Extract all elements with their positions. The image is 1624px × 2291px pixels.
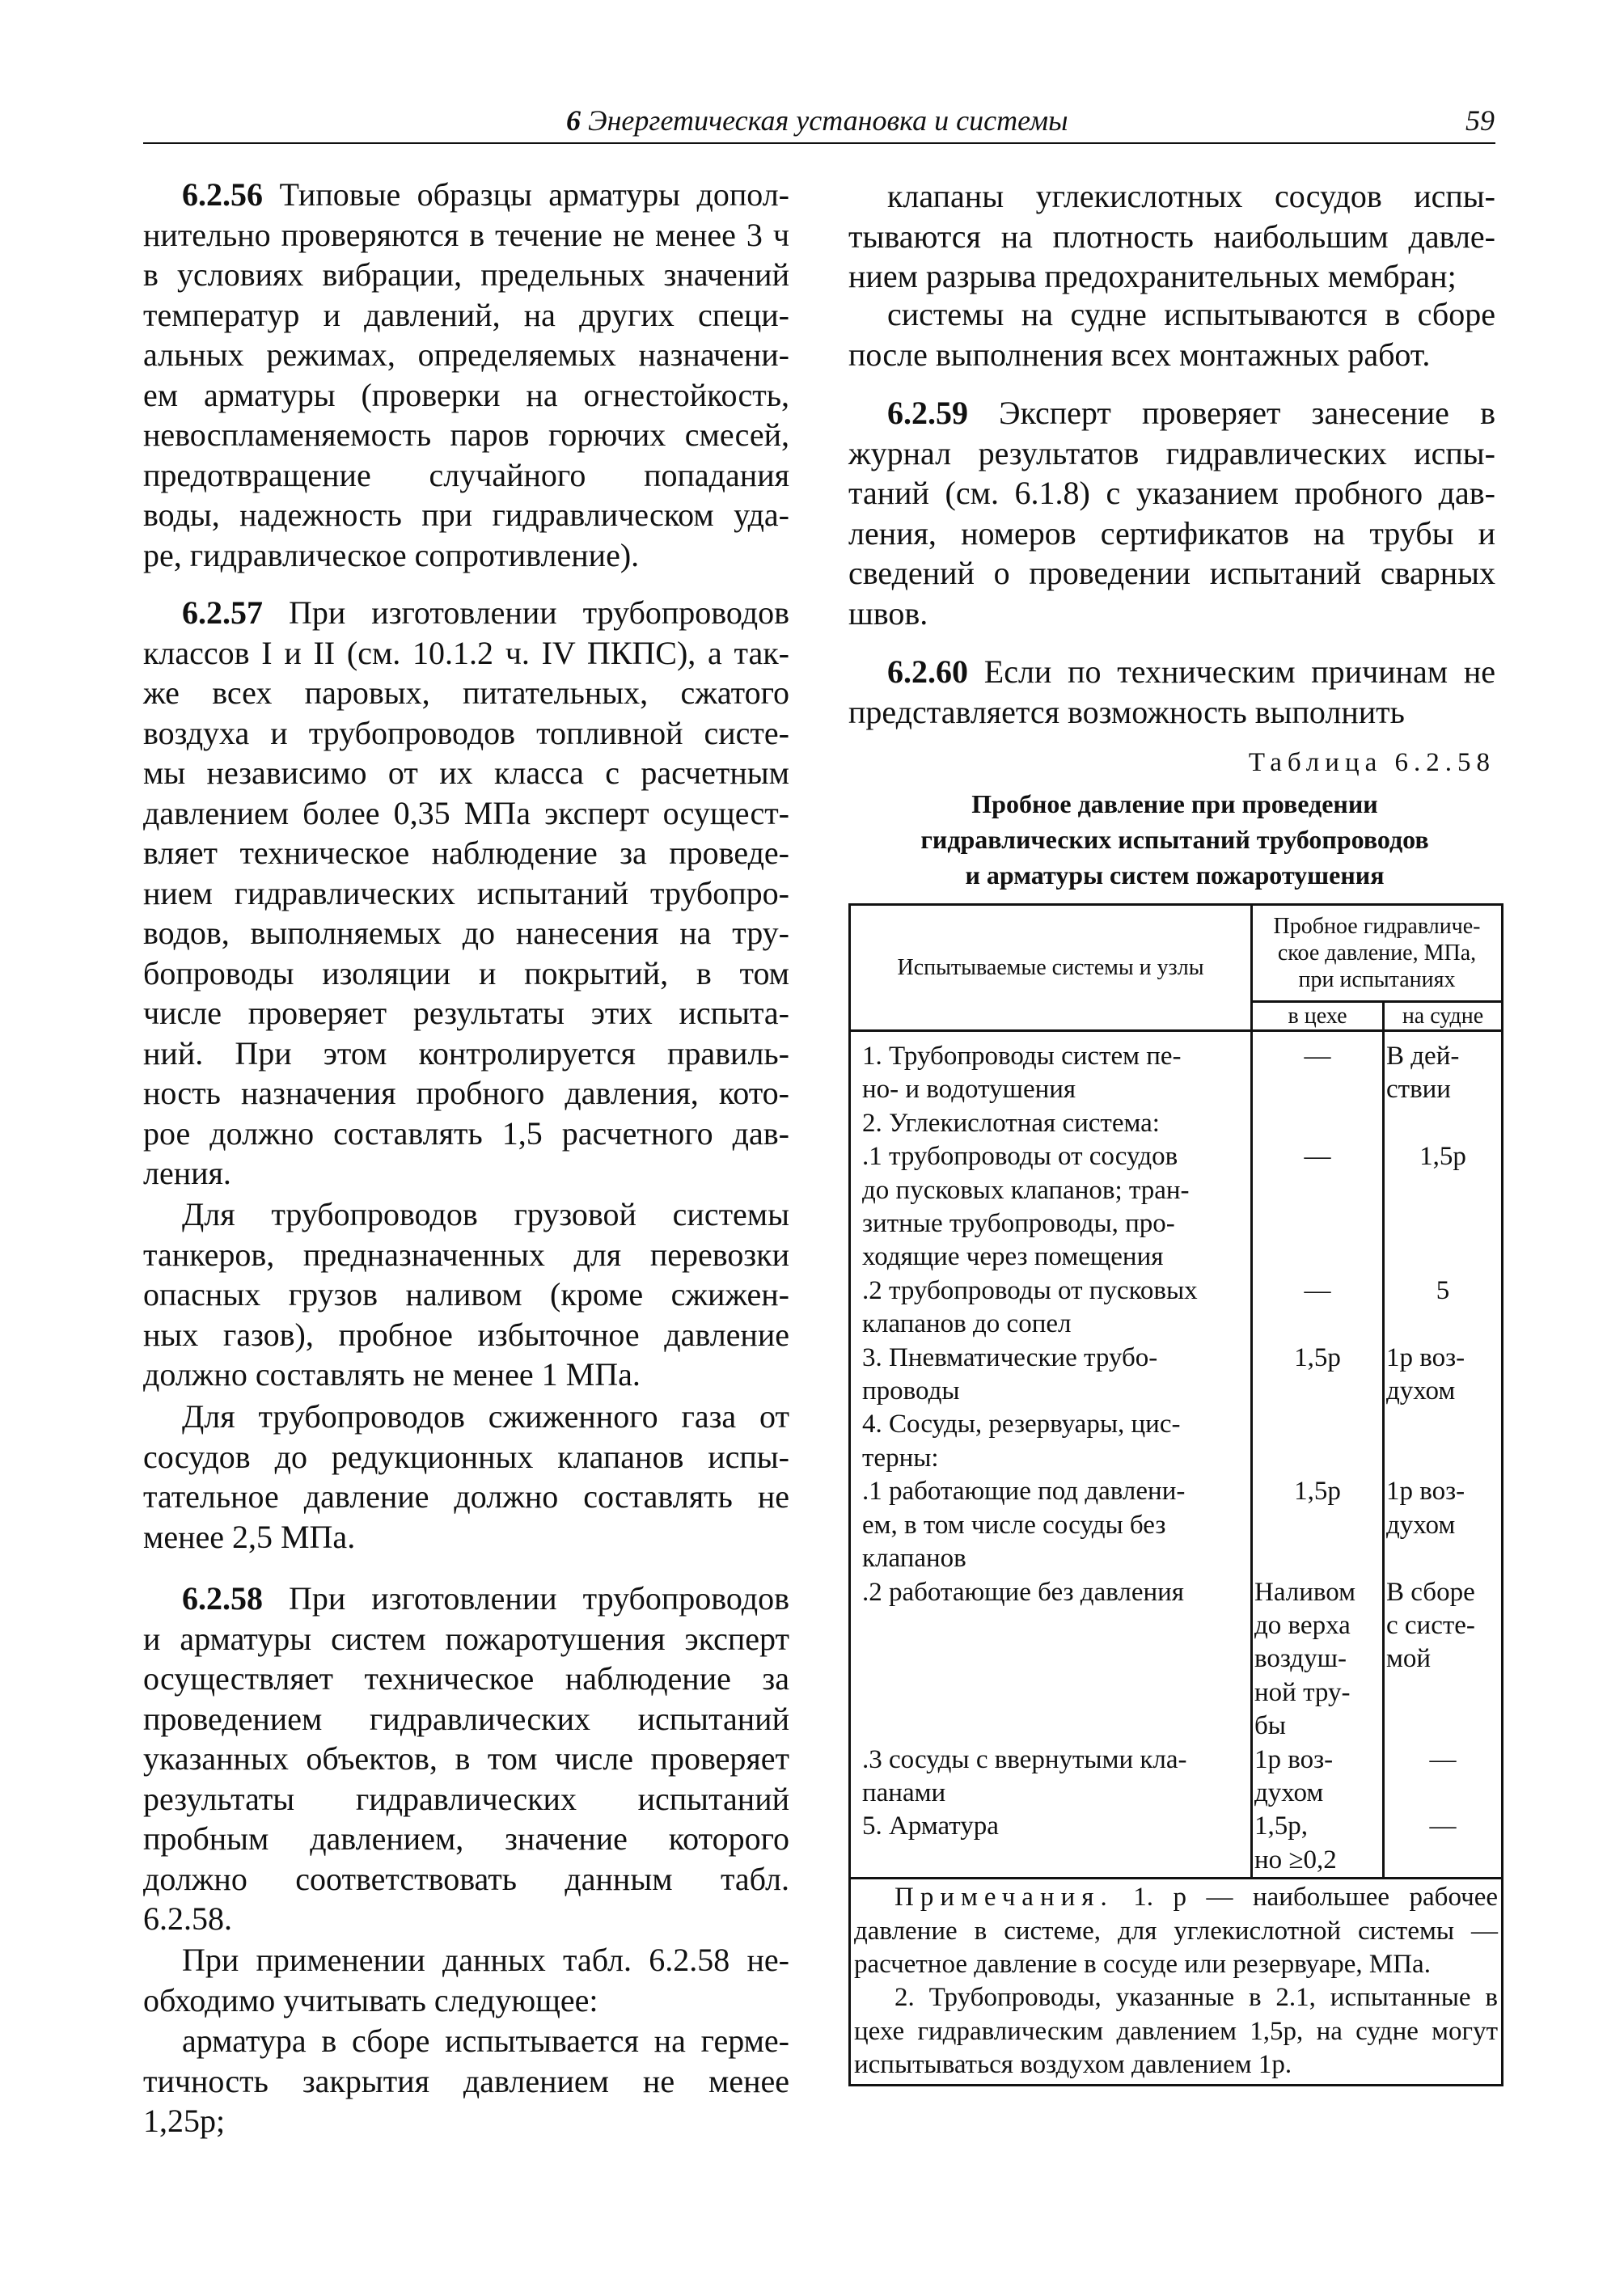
section-6-2-60 bbox=[848, 652, 1495, 732]
cell-workshop: — bbox=[1252, 1140, 1384, 1274]
text-line: воздуха и трубопроводов топливной систе- bbox=[143, 714, 789, 751]
text-line: танкеров, предназначенных для перевозки bbox=[143, 1236, 789, 1273]
text-line-wrap bbox=[143, 1517, 789, 1558]
cell-onboard bbox=[1384, 1107, 1503, 1140]
text-line: бопроводы изоляции и покрытий, в том bbox=[143, 954, 789, 991]
table-row bbox=[850, 1140, 1503, 1274]
text-line-wrap bbox=[143, 1315, 789, 1355]
running-header bbox=[566, 104, 1068, 137]
text-line: Для трубопроводов грузовой системы bbox=[182, 1196, 789, 1232]
text-line-wrap bbox=[143, 1819, 789, 1859]
cell-onboard bbox=[1384, 1408, 1503, 1475]
text-line: воды, надежность при гидравлическом уда- bbox=[143, 497, 789, 533]
text-line-wrap bbox=[848, 652, 1495, 692]
text-line-wrap bbox=[143, 455, 789, 496]
text-line-wrap bbox=[143, 993, 789, 1033]
text-line-wrap bbox=[143, 753, 789, 793]
text-line-wrap bbox=[143, 793, 789, 834]
cell-workshop: 1,5p bbox=[1252, 1475, 1384, 1575]
text-line: тичность закрытия давлением не менее bbox=[143, 2062, 789, 2099]
text-line: вляет техническое наблюдение за проведе- bbox=[143, 835, 789, 871]
text-line: указанных объектов, в том числе проверяет bbox=[143, 1740, 789, 1777]
table-title-line: гидравлических испытаний трубопроводов bbox=[920, 825, 1429, 854]
paragraph bbox=[848, 176, 1495, 297]
paragraph bbox=[143, 1397, 789, 1557]
section-6-2-56 bbox=[143, 175, 789, 575]
text-line: нием разрыва предохранительных мембран; bbox=[848, 258, 1457, 294]
text-line: менее 2,5 МПа. bbox=[143, 1518, 356, 1555]
note bbox=[854, 1881, 1498, 1981]
text-line: таний (см. 6.1.8) с указанием пробного дав- bbox=[848, 475, 1495, 511]
text-line: При изготовлении трубопроводов bbox=[289, 1580, 789, 1617]
text-line: осуществляет техническое наблюдение за bbox=[143, 1660, 789, 1697]
text-line: представляется возможность выполнить bbox=[848, 693, 1405, 730]
text-line: ных газов), пробное избыточное давление bbox=[143, 1316, 789, 1353]
text-line: ления. bbox=[143, 1155, 231, 1191]
text-line-wrap bbox=[143, 833, 789, 873]
table-row bbox=[850, 1031, 1503, 1107]
text-line-wrap bbox=[143, 1235, 789, 1275]
cell-system: .3 сосуды с ввернутыми кла- панами bbox=[850, 1744, 1252, 1811]
cell-workshop bbox=[1252, 1408, 1384, 1475]
text-line-wrap bbox=[143, 1739, 789, 1779]
table-row bbox=[850, 1408, 1503, 1475]
text-line-wrap bbox=[143, 295, 789, 336]
paragraph bbox=[143, 1194, 789, 1395]
table-row bbox=[850, 1274, 1503, 1342]
text-line: 1,25p; bbox=[143, 2103, 226, 2139]
text-line: и арматуры систем пожаротушения эксперт bbox=[143, 1620, 789, 1657]
text-line-wrap bbox=[143, 913, 789, 953]
text-line: Типовые образцы арматуры допол- bbox=[279, 176, 789, 213]
section-number: 6.2.57 bbox=[182, 594, 263, 631]
text-line-wrap bbox=[143, 415, 789, 455]
section-number: 6.2.60 bbox=[887, 653, 968, 690]
text-line-wrap bbox=[143, 673, 789, 713]
table-row bbox=[850, 1342, 1503, 1409]
text-line: в условиях вибрации, предельных значений bbox=[143, 256, 789, 293]
paragraph bbox=[143, 1940, 789, 2020]
text-line: должно соответствовать данным табл. bbox=[143, 1860, 789, 1897]
text-line-wrap bbox=[848, 176, 1495, 217]
section-number: 6.2.56 bbox=[182, 176, 263, 213]
cell-onboard: В сборе с систе- мой bbox=[1384, 1576, 1503, 1744]
text-line: должно составлять не менее 1 МПа. bbox=[143, 1356, 641, 1393]
text-line: ность назначения пробного давления, кото- bbox=[143, 1075, 789, 1111]
text-line-wrap bbox=[143, 1033, 789, 1074]
text-line: пробным давлением, значение которого bbox=[143, 1820, 789, 1857]
text-line: арматура в сборе испытывается на герме- bbox=[182, 2023, 789, 2059]
text-line-wrap bbox=[848, 594, 1495, 634]
cell-onboard: 1p воз- духом bbox=[1384, 1475, 1503, 1575]
table-row bbox=[850, 1810, 1503, 1878]
text-line-wrap bbox=[143, 1940, 789, 1980]
text-line: Для трубопроводов сжиженного газа от bbox=[182, 1398, 789, 1435]
text-line: давлением более 0,35 МПа эксперт осущест- bbox=[143, 794, 789, 831]
text-line-wrap bbox=[143, 953, 789, 994]
cell-onboard: 1,5p bbox=[1384, 1140, 1503, 1274]
cell-onboard: — bbox=[1384, 1810, 1503, 1878]
text-line: ний. При этом контролируется правиль- bbox=[143, 1034, 789, 1072]
text-line: нием гидравлических испытаний трубопро- bbox=[143, 874, 789, 911]
text-line: ем арматуры (проверки на огнестойкость, bbox=[143, 376, 789, 413]
text-line: опасных грузов наливом (кроме сжижен- bbox=[143, 1276, 789, 1312]
text-line: сведений о проведении испытаний сварных bbox=[848, 555, 1495, 591]
text-line: классов I и II (см. 10.1.2 ч. IV ПКПС), а так- bbox=[143, 634, 789, 671]
text-line: швов. bbox=[848, 594, 928, 632]
text-line-wrap bbox=[848, 433, 1495, 474]
text-line-wrap bbox=[143, 495, 789, 535]
table-row bbox=[850, 1475, 1503, 1575]
text-line: невоспламеняемость паров горючих смесей, bbox=[143, 416, 789, 453]
text-line-wrap bbox=[143, 2061, 789, 2102]
text-line-wrap bbox=[848, 217, 1495, 257]
page-number: 59 bbox=[1465, 104, 1495, 137]
text-line: результаты гидравлических испытаний bbox=[143, 1780, 789, 1817]
section-number: 6.2.59 bbox=[887, 395, 968, 431]
text-line: числе проверяет результаты этих испыта- bbox=[143, 995, 789, 1031]
table-row bbox=[850, 1576, 1503, 1744]
text-line: же всех паровых, питательных, сжатого bbox=[143, 674, 789, 711]
text-line-wrap bbox=[143, 713, 789, 754]
text-line: нительно проверяются в течение не менее 3 ч bbox=[143, 216, 789, 253]
cell-onboard: В дей- ствии bbox=[1384, 1031, 1503, 1107]
table-title-line: Пробное давление при проведении bbox=[971, 789, 1378, 818]
column-header-pressure: Пробное гидравличе- ское давление, МПа, при испытаниях bbox=[1252, 905, 1503, 1002]
text-line: журнал результатов гидравлических испы- bbox=[848, 434, 1495, 471]
text-line-wrap bbox=[848, 553, 1495, 594]
text-line-wrap bbox=[143, 1859, 789, 1900]
cell-system: 1. Трубопроводы систем пе- но- и водотушения bbox=[850, 1031, 1252, 1107]
text-line: ре, гидравлическое сопротивление). bbox=[143, 536, 640, 573]
text-line-wrap bbox=[848, 256, 1495, 297]
text-line: ления, номеров сертификатов на трубы и bbox=[848, 514, 1495, 552]
cell-system: .2 работающие без давления bbox=[850, 1576, 1252, 1744]
cell-system: 2. Углекислотная система: bbox=[850, 1107, 1252, 1140]
text-line-wrap bbox=[143, 1779, 789, 1820]
column-header-systems: Испытываемые системы и узлы bbox=[850, 905, 1252, 1031]
notes-label: Примечания. bbox=[894, 1883, 1114, 1913]
section-number: 6.2.58 bbox=[182, 1580, 263, 1617]
text-line: обходимо учитывать следующее: bbox=[143, 1981, 598, 2018]
text-line-wrap bbox=[848, 514, 1495, 554]
text-line: тательное давление должно составлять не bbox=[143, 1478, 789, 1515]
cell-system: .2 трубопроводы от пусковых клапанов до сопел bbox=[850, 1274, 1252, 1342]
text-line-wrap bbox=[848, 335, 1495, 375]
paragraph bbox=[143, 2021, 789, 2141]
text-line: температур и давлений, на других специ- bbox=[143, 296, 789, 333]
text-line-wrap bbox=[143, 215, 789, 256]
text-line-wrap bbox=[143, 335, 789, 375]
text-line: Если по техническим причинам не bbox=[983, 653, 1496, 690]
text-line: после выполнения всех монтажных работ. bbox=[848, 336, 1431, 373]
text-line-wrap bbox=[143, 873, 789, 914]
table-title-line: и арматуры систем пожаротушения bbox=[965, 860, 1385, 890]
text-line: 6.2.58. bbox=[143, 1900, 232, 1937]
text-line-wrap bbox=[143, 1980, 789, 2021]
text-line: проведением гидравлических испытаний bbox=[143, 1700, 789, 1737]
text-line: Эксперт проверяет занесение в bbox=[999, 395, 1495, 431]
cell-workshop: — bbox=[1252, 1274, 1384, 1342]
text-line-wrap bbox=[143, 1397, 789, 1437]
cell-onboard: 1p воз- духом bbox=[1384, 1342, 1503, 1409]
text-line-wrap bbox=[143, 1699, 789, 1739]
paragraph bbox=[848, 294, 1495, 374]
text-line-wrap bbox=[848, 294, 1495, 335]
text-line: мы независимо от их класса с расчетным bbox=[143, 755, 789, 791]
text-line-wrap bbox=[143, 1114, 789, 1154]
cell-workshop: 1,5p bbox=[1252, 1342, 1384, 1409]
text-line-wrap bbox=[143, 1153, 789, 1194]
text-line-wrap bbox=[143, 1437, 789, 1477]
text-line-wrap bbox=[143, 175, 789, 215]
text-line: При изготовлении трубопроводов bbox=[289, 594, 789, 631]
chapter-number: 6 bbox=[566, 104, 581, 137]
text-line-wrap bbox=[143, 2101, 789, 2141]
cell-workshop bbox=[1252, 1107, 1384, 1140]
text-line: альных режимах, определяемых назначени- bbox=[143, 336, 789, 373]
note-text: 2. Трубопроводы, указанные в 2.1, испытанные в цехе гидравлическим давлением 1,5p, на судне могут испытываться воздухом давлением 1p. bbox=[854, 1983, 1499, 2080]
text-line-wrap bbox=[143, 1899, 789, 1939]
chapter-title: Энергетическая установка и системы bbox=[588, 104, 1068, 137]
cell-workshop: 1p воз- духом bbox=[1252, 1744, 1384, 1811]
cell-system: 3. Пневматические трубо- проводы bbox=[850, 1342, 1252, 1409]
header-rule bbox=[143, 142, 1495, 144]
text-line: системы на судне испытываются в сборе bbox=[887, 296, 1495, 332]
text-line-wrap bbox=[143, 2021, 789, 2061]
table-notes bbox=[850, 1879, 1503, 2085]
text-line: водов, выполняемых до нанесения на тру- bbox=[143, 915, 789, 951]
cell-onboard: — bbox=[1384, 1744, 1503, 1811]
notes-cell bbox=[850, 1879, 1503, 2085]
cell-system: 5. Арматура bbox=[850, 1810, 1252, 1878]
text-line: рое должно составлять 1,5 расчетного дав- bbox=[143, 1114, 789, 1152]
cell-workshop: Наливом до верха воздуш- ной тру- бы bbox=[1252, 1576, 1384, 1744]
text-line-wrap bbox=[143, 1194, 789, 1235]
text-line: сосудов до редукционных клапанов испы- bbox=[143, 1438, 789, 1475]
text-line-wrap bbox=[143, 1619, 789, 1659]
text-line: тываются на плотность наибольшим давле- bbox=[848, 218, 1495, 255]
column-header-workshop: в цехе bbox=[1252, 1002, 1384, 1031]
cell-workshop: — bbox=[1252, 1031, 1384, 1107]
text-line-wrap bbox=[143, 593, 789, 633]
text-line-wrap bbox=[143, 1659, 789, 1699]
pressure-table bbox=[848, 903, 1503, 2086]
text-line-wrap bbox=[143, 1579, 789, 1619]
text-line-wrap bbox=[143, 535, 789, 576]
text-line: При применении данных табл. 6.2.58 не- bbox=[182, 1942, 789, 1978]
note bbox=[854, 1981, 1498, 2082]
cell-system: 4. Сосуды, резервуары, цис- терны: bbox=[850, 1408, 1252, 1475]
cell-onboard: 5 bbox=[1384, 1274, 1503, 1342]
text-line: предотвращение случайного попадания bbox=[143, 456, 789, 493]
text-line-wrap bbox=[143, 1073, 789, 1114]
table-row bbox=[850, 1744, 1503, 1811]
text-line-wrap bbox=[143, 633, 789, 674]
section-6-2-57 bbox=[143, 593, 789, 1194]
text-line-wrap bbox=[848, 692, 1495, 733]
text-line-wrap bbox=[143, 1274, 789, 1315]
cell-system: .1 трубопроводы от сосудов до пусковых клапанов; тран- зитные трубопроводы, про- ходящие через помещения bbox=[850, 1140, 1252, 1274]
section-6-2-59 bbox=[848, 393, 1495, 633]
text-line-wrap bbox=[143, 255, 789, 295]
note-text: 1. p — наибольшее рабочее давление в системе, для углекислотной системы — расчетное давление в сосуде или резервуаре, МПа. bbox=[854, 1883, 1499, 1979]
text-line-wrap bbox=[848, 393, 1495, 433]
table-caption: Таблица 6.2.58 bbox=[1248, 748, 1495, 777]
text-line-wrap bbox=[143, 1355, 789, 1395]
column-header-onboard: на судне bbox=[1384, 1002, 1503, 1031]
text-line-wrap bbox=[848, 473, 1495, 514]
cell-workshop: 1,5p, но ≥0,2 bbox=[1252, 1810, 1384, 1878]
text-line: клапаны углекислотных сосудов испы- bbox=[887, 178, 1495, 214]
section-6-2-58 bbox=[143, 1579, 789, 1939]
cell-system: .1 работающие под давлени- ем, в том числе сосуды без клапанов bbox=[850, 1475, 1252, 1575]
text-line-wrap bbox=[143, 375, 789, 416]
table-title bbox=[848, 786, 1501, 893]
table-row bbox=[850, 1107, 1503, 1140]
text-line-wrap bbox=[143, 1477, 789, 1517]
